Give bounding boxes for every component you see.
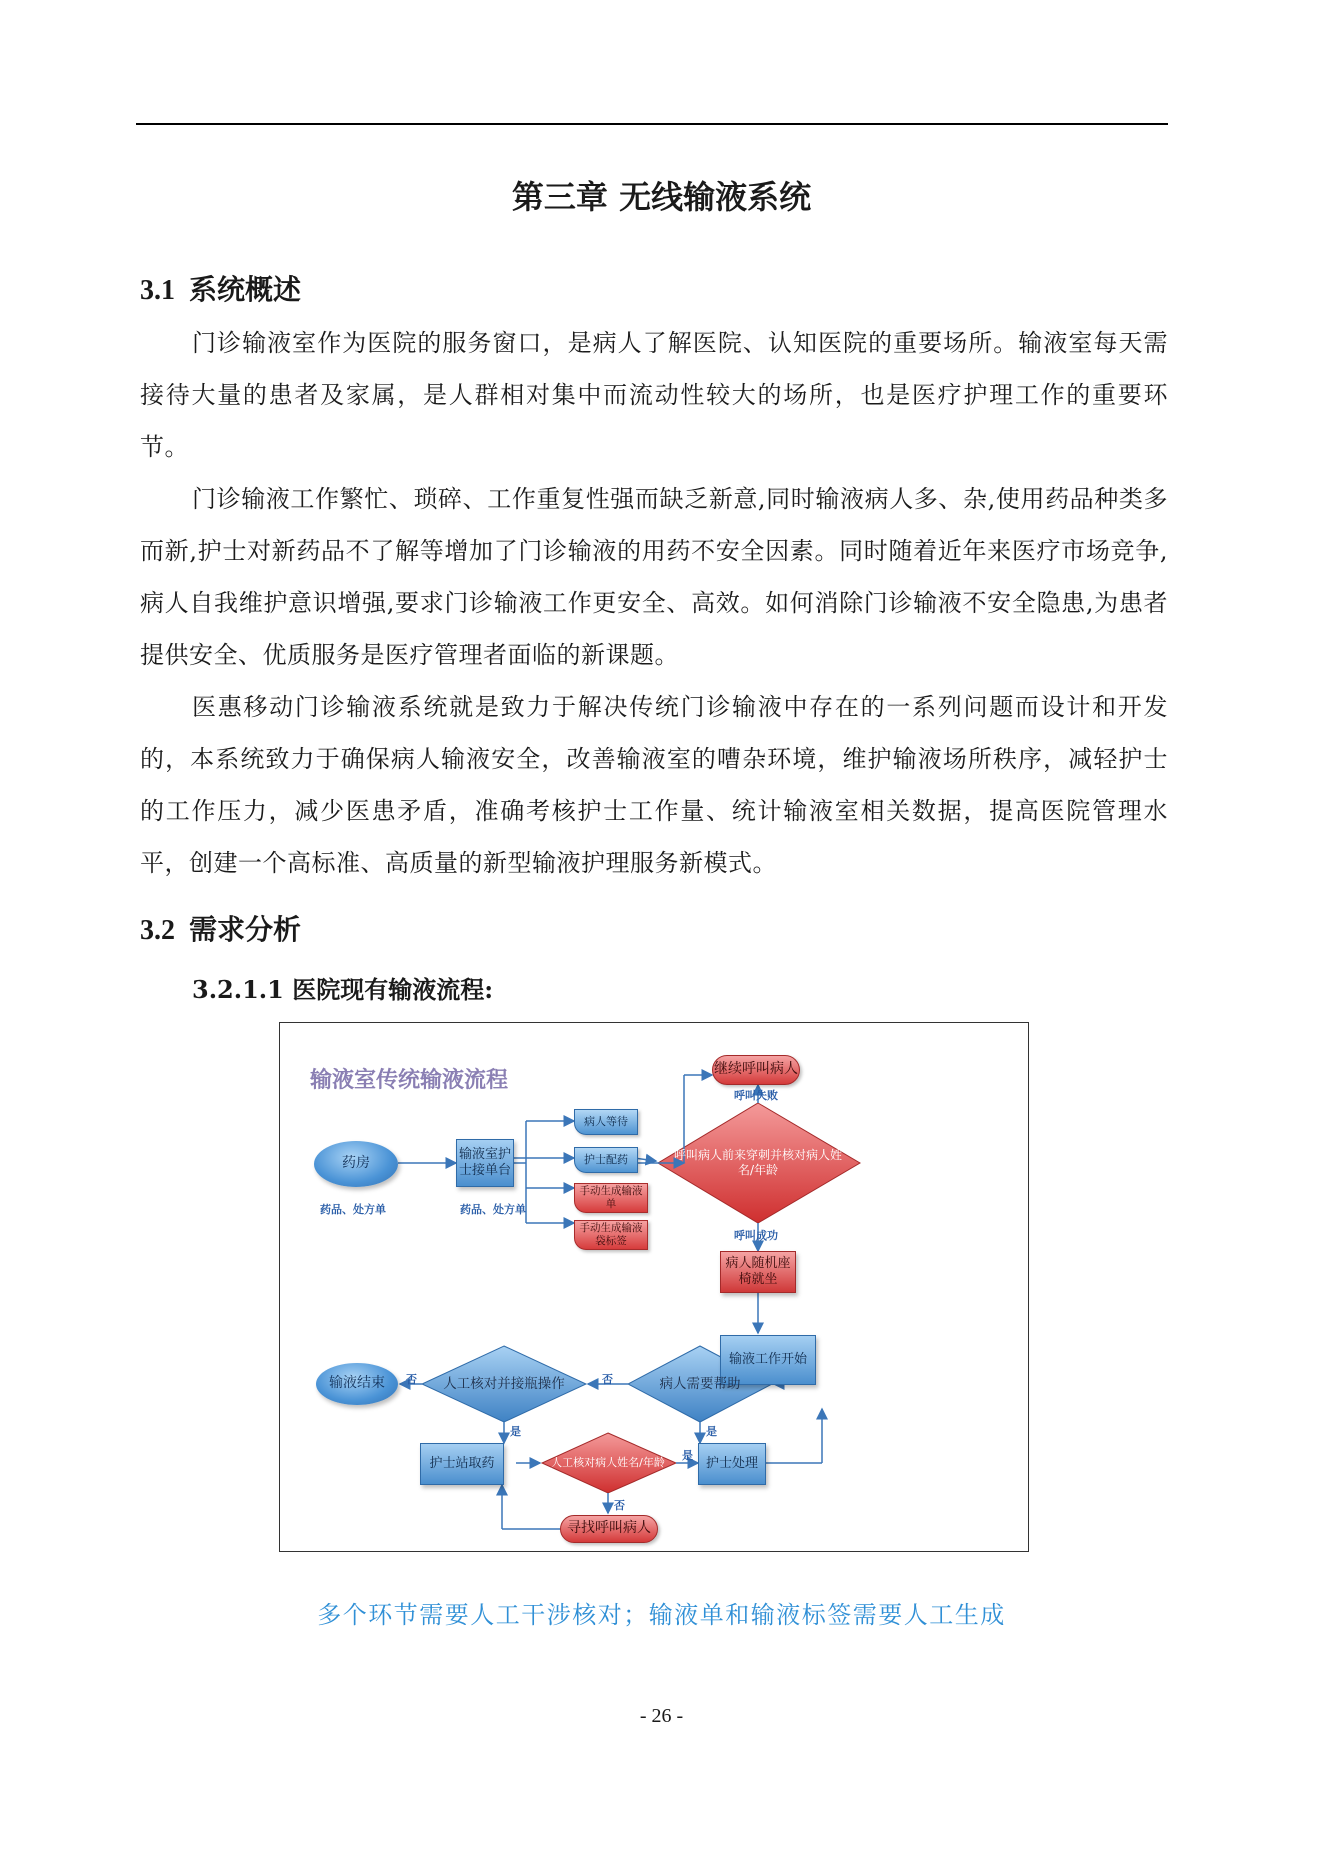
label-no-1: 否 [602,1373,613,1386]
node-recall: 继续呼叫病人 [712,1055,800,1085]
chapter-title: 第三章 无线输液系统 [511,178,812,216]
node-manual-verify: 人工核对并接瓶操作 [443,1375,565,1392]
node-call-check: 呼叫病人前来穿刺并核对病人姓名/年龄 [674,1148,843,1177]
pharmacy-note: 药品、处方单 [320,1203,386,1216]
paragraph-3: 医惠移动门诊输液系统就是致力于解决传统门诊输液中存在的一系列问题而设计和开发的，本系统致力于确保病人输液安全，改善输液室的嘈杂环境，维护输液场所秩序，减轻护士的工作压力，减少医患矛盾，准确考核护士工作量、统计输液室相关数据，提高医院管理水平，创建一个高标准、高质量的新型输液护理服务新模式。 [140,693,1168,877]
figure-caption: 多个环节需要人工干涉核对；输液单和输液标签需要人工生成 [317,1601,1006,1629]
section-title: 系统概述 [189,273,302,306]
section-number: 3.1 [140,275,175,306]
label-call-success: 呼叫成功 [734,1229,778,1242]
paragraph-1: 门诊输液室作为医院的服务窗口，是病人了解医院、认知医院的重要场所。输液室每天需接待大量的患者及家属，是人群相对集中而流动性较大的场所，也是医疗护理工作的重要环节。 [140,329,1168,461]
label-call-fail: 呼叫失败 [734,1089,778,1102]
node-patient-wait: 病人等待 [574,1109,638,1135]
node-manual-sheet: 手动生成输液单 [574,1183,648,1213]
node-seat: 病人随机座椅就坐 [720,1251,796,1293]
node-find-patient: 寻找呼叫病人 [560,1515,658,1543]
subsection-title: 3.2.1.1 医院现有输液流程: [192,975,494,1004]
page-number: - 26 - [639,1705,684,1727]
label-no-2: 否 [406,1373,417,1386]
label-yes-2: 是 [706,1425,717,1438]
paragraph-2: 门诊输液工作繁忙、琐碎、工作重复性强而缺乏新意,同时输液病人多、杂,使用药品种类多而新,护士对新药品不了解等增加了门诊输液的用药不安全因素。同时随着近年来医疗市场竞争,病人自我维护意识增强,要求门诊输液工作更安全、高效。如何消除门诊输液不安全隐患,为患者提供安全、优质服务是医疗管理者面临的新课题。 [140,485,1168,669]
receive-note: 药品、处方单 [460,1203,526,1216]
node-need-help: 病人需要帮助 [659,1375,741,1392]
section-heading-3-1 [140,268,301,308]
node-manual-label: 手动生成输液袋标签 [574,1220,648,1250]
node-infusion-end: 输液结束 [316,1363,398,1405]
node-pharmacy: 药房 [314,1141,398,1187]
section-number: 3.2 [140,915,175,946]
node-receive: 输液室护士接单台 [456,1139,514,1187]
section-heading-3-2 [140,908,301,948]
header-rule [136,123,1168,125]
flowchart-figure [279,1022,1029,1552]
node-station-fetch: 护士站取药 [420,1443,504,1485]
label-yes-3: 是 [682,1449,693,1462]
node-nurse-prep: 护士配药 [574,1147,638,1173]
label-yes-1: 是 [510,1425,521,1438]
node-nurse-handle: 护士处理 [698,1443,766,1485]
section-title: 需求分析 [189,913,302,946]
label-no-3: 否 [614,1499,625,1512]
node-verify-name: 人工核对病人姓名/年龄 [551,1456,665,1470]
figure-title: 输液室传统输液流程 [310,1067,509,1093]
node-infusion-start: 输液工作开始 [720,1335,816,1385]
